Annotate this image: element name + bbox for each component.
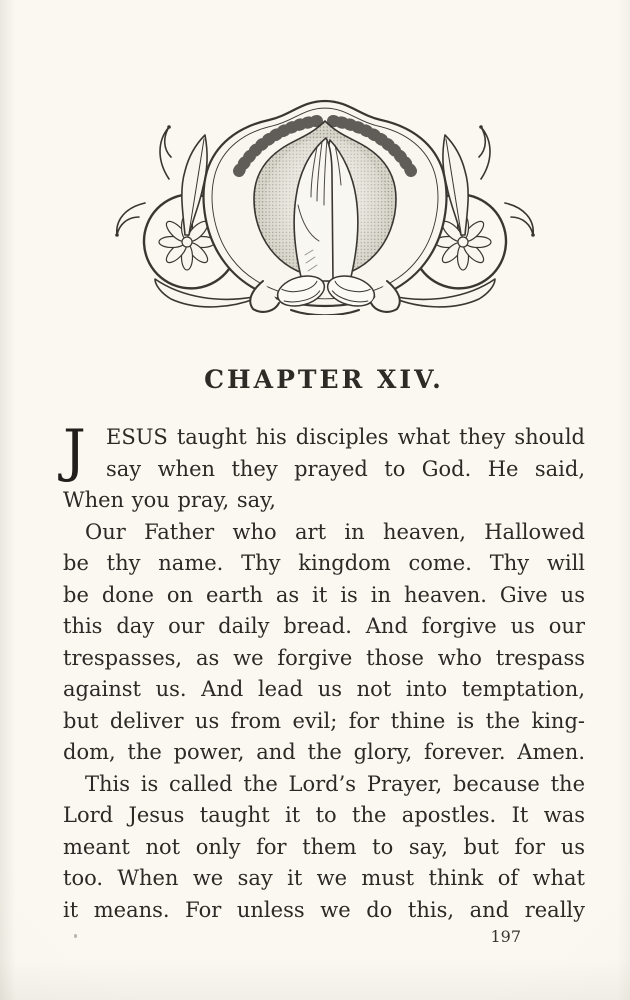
text-line: this day our daily bread. And forgive us our: [63, 614, 585, 638]
text-line: it means. For unless we do this, and really: [63, 897, 585, 922]
text-line: be thy name. Thy kingdom come. Thy will: [63, 551, 585, 575]
text-line: say when they prayed to God. He said,: [106, 456, 585, 481]
drop-cap: J: [63, 418, 86, 484]
paragraph-explanation: [63, 769, 585, 927]
praying-hands-ornament-icon: [105, 85, 545, 315]
text-line: trespasses, as we forgive those who trespass: [63, 645, 585, 670]
chapter-heading: CHAPTER XIV.: [204, 365, 444, 394]
text-line: ESUS taught his disciples what they should: [106, 425, 585, 449]
page-number: 197: [490, 927, 521, 946]
text-line: dom, the power, and the glory, forever. Amen.: [63, 740, 585, 764]
text-line: too. When we say it we must think of what: [63, 866, 585, 890]
paragraph-opening: [63, 418, 585, 517]
text-line: When you pray, say,: [63, 488, 276, 512]
text-block: [63, 366, 585, 947]
text-line: Our Father who art in heaven, Hallowed: [85, 519, 585, 544]
text-line: but deliver us from evil; for thine is the king-: [63, 708, 585, 733]
text-line: against us. And lead us not into temptation,: [63, 677, 585, 701]
body-copy: [63, 418, 585, 926]
ink-speck: [74, 934, 77, 938]
paragraph-lords-prayer: [63, 517, 585, 769]
text-line: be done on earth as it is in heaven. Give us: [63, 582, 585, 607]
text-line: This is called the Lord’s Prayer, because the: [85, 771, 585, 796]
text-line: meant not only for them to say, but for us: [63, 834, 585, 859]
text-line: Lord Jesus taught it to the apostles. It was: [63, 803, 585, 827]
